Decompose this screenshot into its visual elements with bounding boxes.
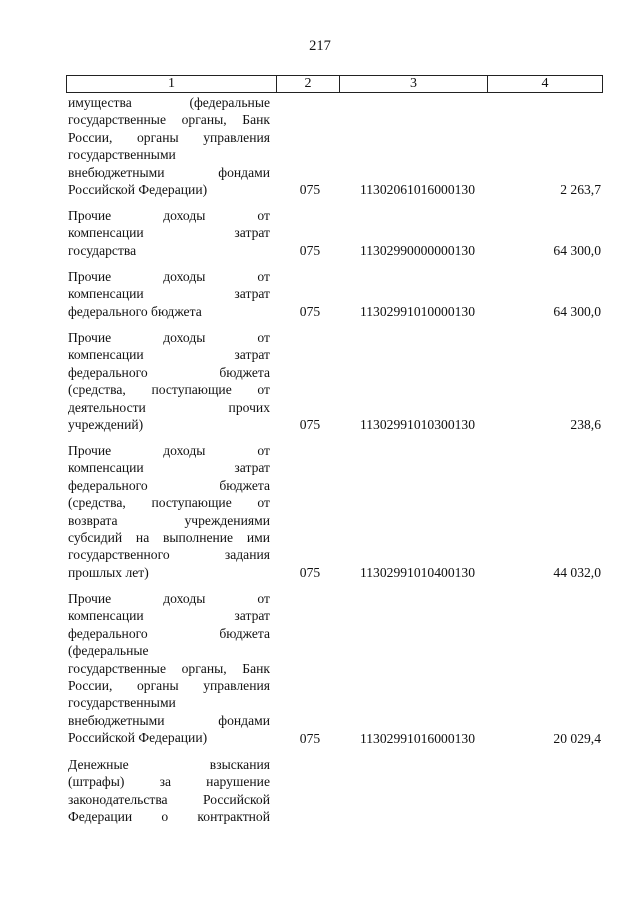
table-row [0,207,640,259]
table-row [0,94,640,198]
table-row [0,756,640,826]
description-line: Прочие доходы от [68,208,270,223]
description-line: Прочие доходы от [68,269,270,284]
row-code-income: 11302991016000130 [359,730,476,746]
description-line: компенсации затрат [68,347,270,363]
row-description [68,268,270,320]
row-code-income: 11302991010300130 [359,416,476,432]
description-line: (средства, поступающие от [68,495,270,511]
description-line: (федеральные [68,643,149,659]
description-line: компенсации затрат [68,225,270,241]
row-description [68,756,270,826]
description-line: государственные органы, Банк [68,660,270,676]
row-code-income: 11302991010000130 [359,303,476,319]
header-col-3: 3 [340,76,488,93]
description-line: возврата учреждениями [68,512,270,528]
description-line: государственные органы, Банк [68,112,270,128]
row-amount: 238,6 [570,416,601,432]
description-line: Прочие доходы от [68,330,270,345]
page-number: 217 [309,38,331,54]
row-amount: 64 300,0 [553,242,601,258]
description-line: компенсации затрат [68,608,270,624]
description-line: субсидий на выполнение ими [68,530,270,546]
description-line: законодательства Российской [68,791,270,807]
row-code-admin: 075 [299,564,321,580]
row-amount: 2 263,7 [560,181,601,197]
row-description [68,329,270,433]
row-code-income: 11302990000000130 [359,242,476,258]
row-code-admin: 075 [299,242,321,258]
row-description [68,442,270,581]
header-col-4: 4 [488,76,603,93]
description-line: (средства, поступающие от [68,382,270,398]
row-description [68,94,270,198]
row-amount: 64 300,0 [553,303,601,319]
description-line: Прочие доходы от [68,591,270,606]
table-header [66,75,603,93]
description-line: деятельности прочих [68,399,270,415]
description-line: государственными [68,695,176,711]
description-line: Денежные взыскания [68,757,270,772]
header-col-1: 1 [67,76,277,93]
table-row [0,590,640,747]
description-line: федерального бюджета [68,364,270,380]
row-code-admin: 075 [299,730,321,746]
row-description [68,590,270,747]
row-code-admin: 075 [299,416,321,432]
row-code-admin: 075 [299,181,321,197]
description-line: компенсации затрат [68,286,270,302]
description-line: Федерации о контрактной [68,809,270,825]
description-line: федерального бюджета [68,303,202,319]
description-line: внебюджетными фондами [68,164,270,180]
description-line: государства [68,242,137,258]
row-amount: 20 029,4 [553,730,601,746]
description-line: внебюджетными фондами [68,712,270,728]
description-line: Российской Федерации) [68,182,208,198]
row-code-income: 11302991010400130 [359,564,476,580]
header-col-2: 2 [277,76,340,93]
description-line: России, органы управления [68,678,270,694]
description-line: Российской Федерации) [68,730,208,746]
table-row [0,268,640,320]
description-line: прошлых лет) [68,564,149,580]
description-line: имущества (федеральные [68,95,270,110]
description-line: Прочие доходы от [68,443,270,458]
description-line: учреждений) [68,417,144,433]
table-row [0,329,640,433]
description-line: государственными [68,147,176,163]
description-line: России, органы управления [68,129,270,145]
description-line: (штрафы) за нарушение [68,774,270,790]
description-line: государственного задания [68,547,270,563]
table-row [0,442,640,581]
row-code-admin: 075 [299,303,321,319]
row-code-income: 11302061016000130 [359,181,476,197]
description-line: федерального бюджета [68,625,270,641]
row-description [68,207,270,259]
row-amount: 44 032,0 [553,564,601,580]
description-line: компенсации затрат [68,460,270,476]
description-line: федерального бюджета [68,477,270,493]
